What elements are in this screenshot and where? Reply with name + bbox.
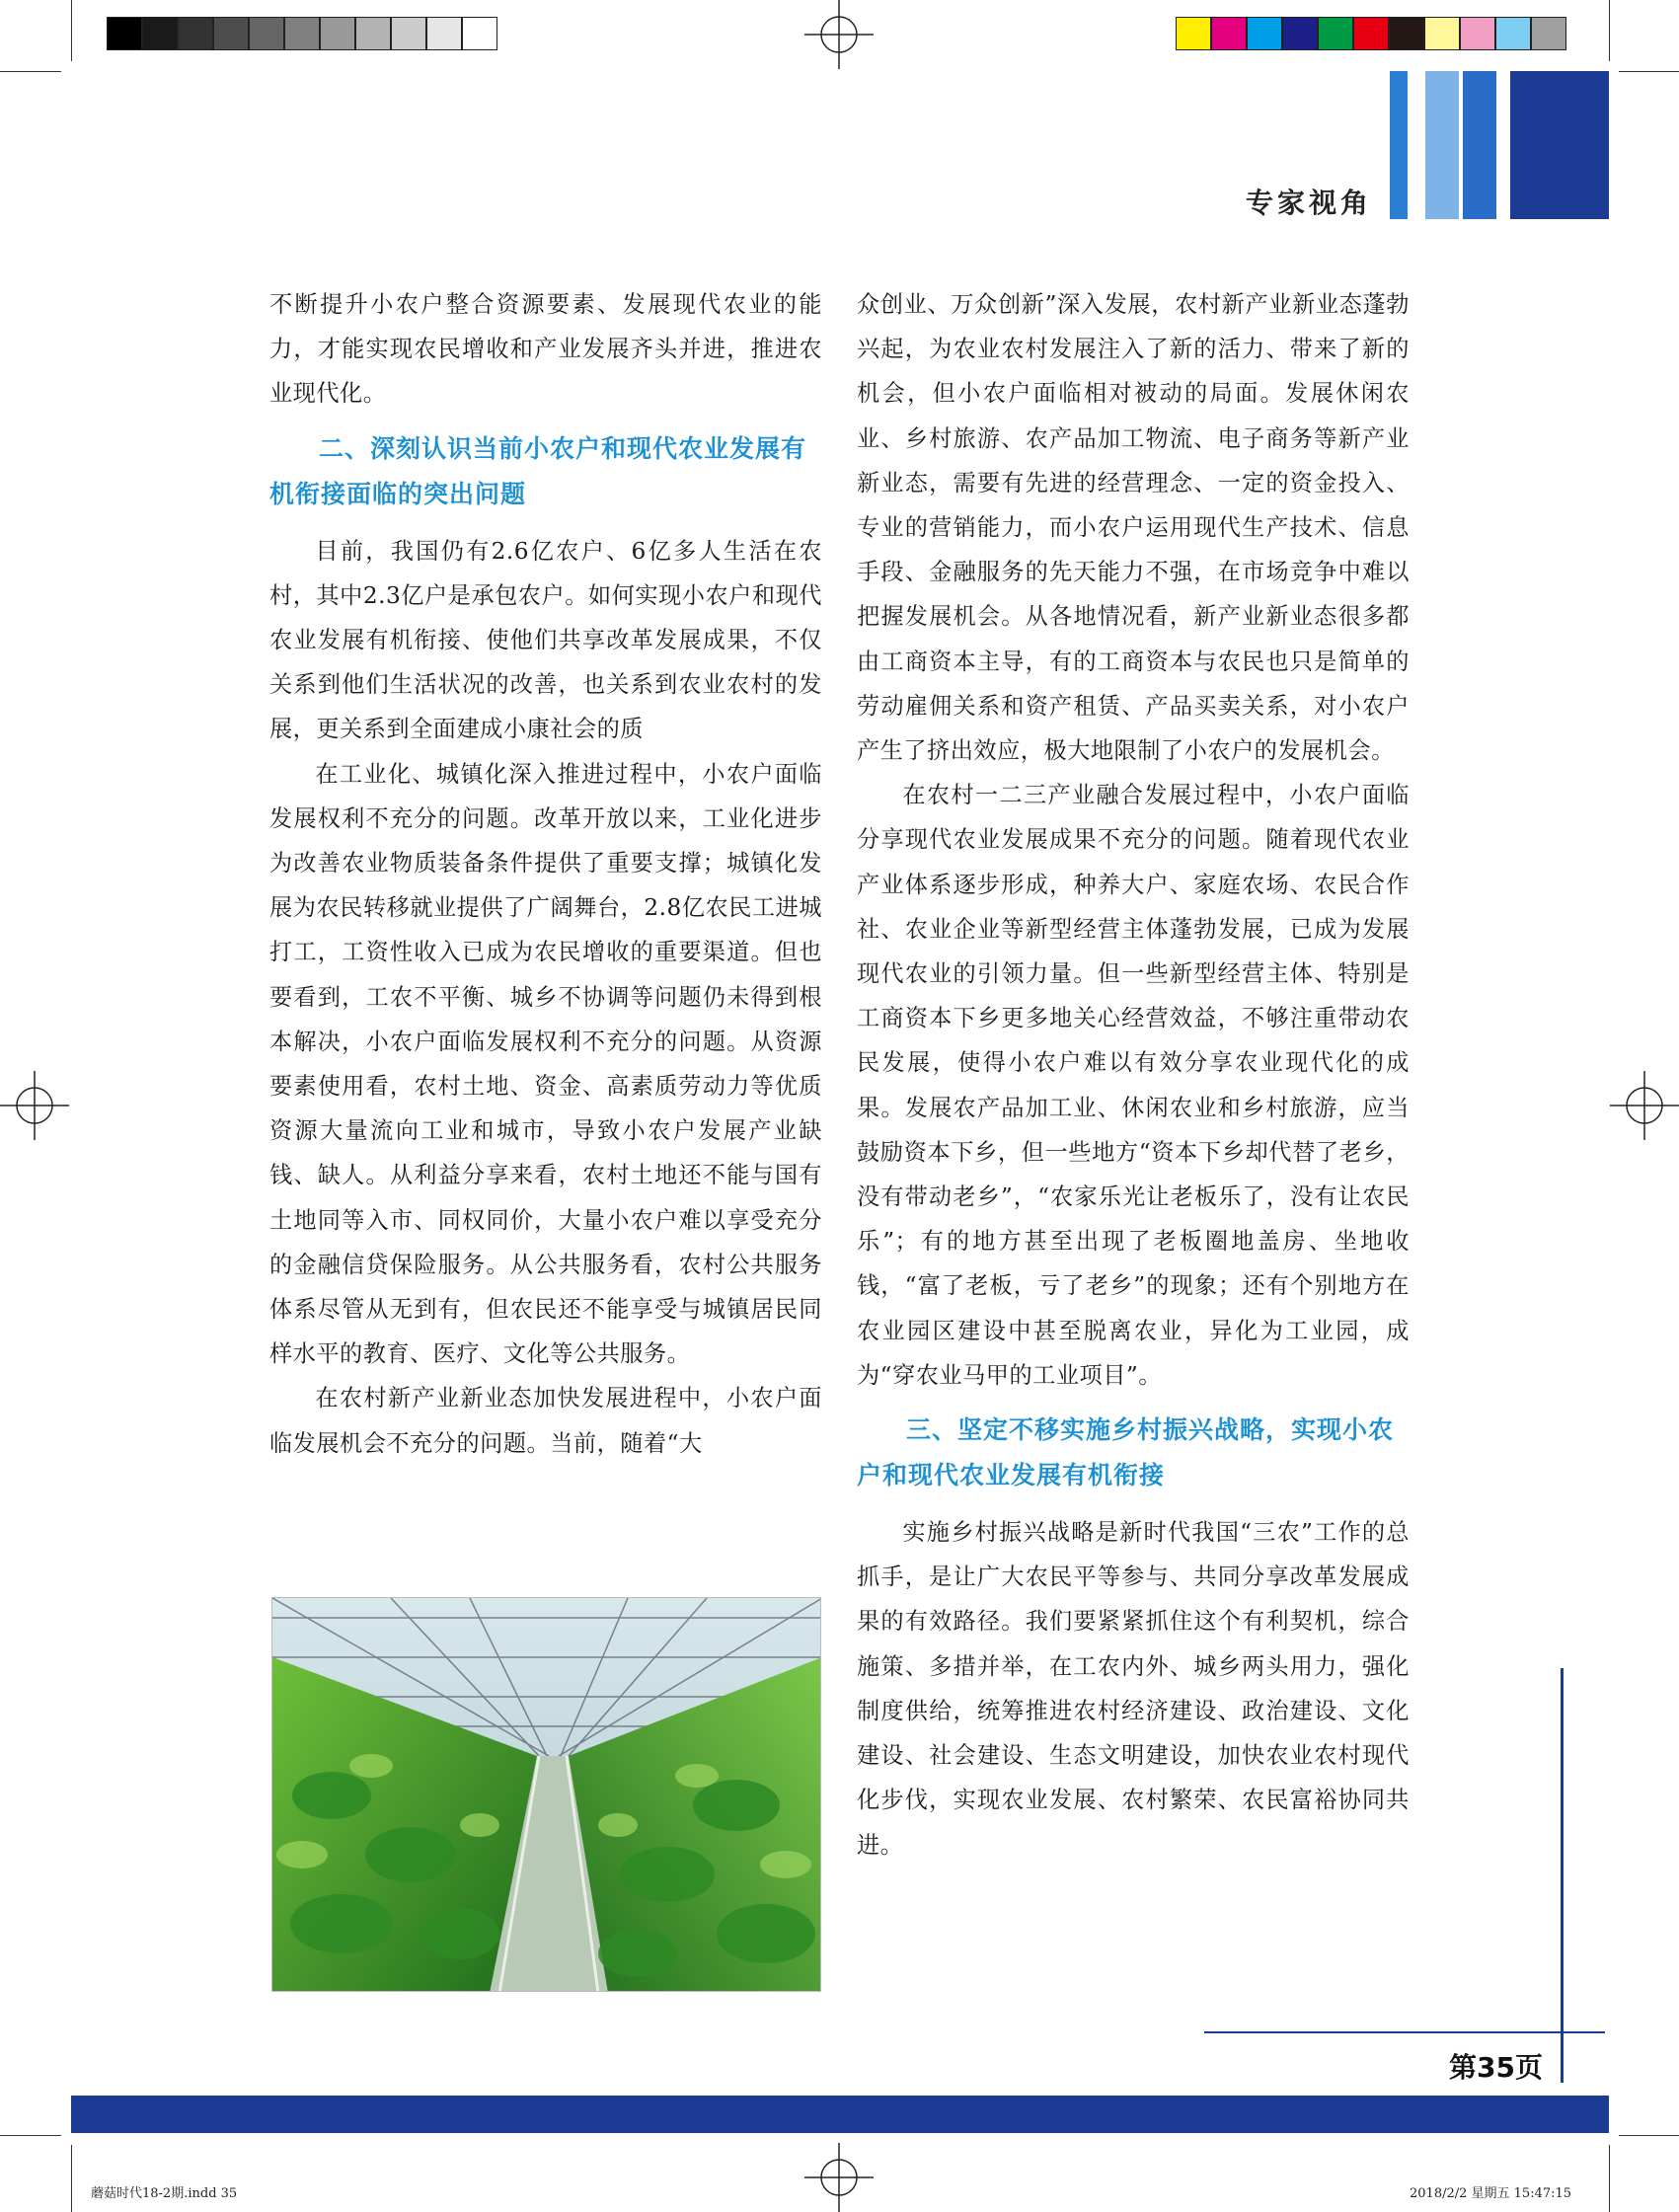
grayscale-swatch bbox=[107, 17, 142, 50]
body-paragraph: 实施乡村振兴战略是新时代我国“三农”工作的总抓手，是让广大农民平等参与、共同分享改革发展成果的有效路径。我们要紧紧抓住这个有利契机，综合施策、多措并举，在工农内外、城乡两头用力，强化制度供给，统筹推进农村经济建设、政治建设、文化建设、社会建设、生态文明建设，加快农业农村现代化步伐，实现农业发展、农村繁荣、农民富裕协同共进。 bbox=[857, 1519, 1410, 1859]
left-column bbox=[269, 282, 822, 1466]
grayscale-swatch bbox=[178, 17, 213, 50]
grayscale-swatch bbox=[320, 17, 355, 50]
color-swatch bbox=[1353, 17, 1389, 50]
registration-mark-left bbox=[0, 1071, 69, 1140]
page-number: 第35页 bbox=[1449, 2051, 1543, 2084]
greenhouse-photo bbox=[271, 1597, 821, 1992]
color-swatch bbox=[1318, 17, 1353, 50]
color-swatch bbox=[1424, 17, 1460, 50]
heading-section-3: 三、坚定不移实施乡村振兴战略，实现小农户和现代农业发展有机衔接 bbox=[857, 1415, 1395, 1490]
registration-mark-top bbox=[790, 0, 888, 69]
registration-mark-right bbox=[1610, 1071, 1679, 1140]
section-title: 专家视角 bbox=[1245, 187, 1372, 219]
body-paragraph: 在农村新产业新业态加快发展进程中，小农户面临发展机会不充分的问题。当前，随着“大 bbox=[269, 1385, 822, 1457]
color-swatch bbox=[1531, 17, 1566, 50]
right-column bbox=[857, 282, 1410, 1868]
color-swatch bbox=[1176, 17, 1211, 50]
grayscale-swatch bbox=[142, 17, 178, 50]
intro-paragraph: 不断提升小农户整合资源要素、发展现代农业的能力，才能实现农民增收和产业发展齐头并进，推进农业现代化。 bbox=[269, 291, 822, 408]
color-swatch bbox=[1460, 17, 1495, 50]
file-slug: 蘑菇时代18-2期.indd 35 bbox=[91, 2186, 238, 2201]
heading-section-2: 二、深刻认识当前小农户和现代农业发展有机衔接面临的突出问题 bbox=[269, 433, 807, 508]
grayscale-swatch bbox=[391, 17, 426, 50]
grayscale-swatch bbox=[249, 17, 284, 50]
body-paragraph: 目前，我国仍有2.6亿农户、6亿多人生活在农村，其中2.3亿户是承包农户。如何实现小农户和现代农业发展有机衔接、使他们共享改革发展成果，不仅关系到他们生活状况的改善，也关系到农业农村的发展，更关系到全面建成小康社会的质 bbox=[269, 537, 822, 743]
color-swatch bbox=[1211, 17, 1247, 50]
grayscale-swatch bbox=[284, 17, 320, 50]
print-timestamp: 2018/2/2 星期五 15:47:15 bbox=[1410, 2186, 1572, 2201]
body-paragraph: 众创业、万众创新”深入发展，农村新产业新业态蓬勃兴起，为农业农村发展注入了新的活力、带来了新的机会，但小农户面临相对被动的局面。发展休闲农业、乡村旅游、农产品加工物流、电子商务等新产业新业态，需要有先进的经营理念、一定的资金投入、专业的营销能力，而小农户运用现代生产技术、信息手段、金融服务的先天能力不强，在市场竞争中难以把握发展机会。从各地情况看，新产业新业态很多都由工商资本主导，有的工商资本与农民也只是简单的劳动雇佣关系和资产租赁、产品买卖关系，对小农户产生了挤出效应，极大地限制了小农户的发展机会。 bbox=[857, 291, 1410, 765]
color-swatch bbox=[1282, 17, 1318, 50]
grayscale-swatch bbox=[462, 17, 497, 50]
grayscale-swatch bbox=[213, 17, 249, 50]
color-swatch bbox=[1247, 17, 1282, 50]
registration-mark-bottom bbox=[790, 2143, 888, 2212]
body-paragraph: 在工业化、城镇化深入推进过程中，小农户面临发展权利不充分的问题。改革开放以来，工业化进步为改善农业物质装备条件提供了重要支撑；城镇化发展为农民转移就业提供了广阔舞台，2.8亿农民工进城打工，工资性收入已成为农民增收的重要渠道。但也要看到，工农不平衡、城乡不协调等问题仍未得到根本解决，小农户面临发展权利不充分的问题。从资源要素使用看，农村土地、资金、高素质劳动力等优质资源大量流向工业和城市，导致小农户发展产业缺钱、缺人。从利益分享来看，农村土地还不能与国有土地同等入市、同权同价，大量小农户难以享受充分的金融信贷保险服务。从公共服务看，农村公共服务体系尽管从无到有，但农民还不能享受与城镇居民同样水平的教育、医疗、文化等公共服务。 bbox=[269, 760, 822, 1368]
color-swatch bbox=[1495, 17, 1531, 50]
grayscale-swatch bbox=[426, 17, 462, 50]
body-paragraph: 在农村一二三产业融合发展过程中，小农户面临分享现代农业发展成果不充分的问题。随着现代农业产业体系逐步形成，种养大户、家庭农场、农民合作社、农业企业等新型经营主体蓬勃发展，已成为发展现代农业的引领力量。但一些新型经营主体、特别是工商资本下乡更多地关心经营效益，不够注重带动农民发展，使得小农户难以有效分享农业现代化的成果。发展农产品加工业、休闲农业和乡村旅游，应当鼓励资本下乡，但一些地方“资本下乡却代替了老乡，没有带动老乡”，“农家乐光让老板乐了，没有让农民乐”；有的地方甚至出现了老板圈地盖房、坐地收钱，“富了老板，亏了老乡”的现象；还有个别地方在农业园区建设中甚至脱离农业，异化为工业园，成为“穿农业马甲的工业项目”。 bbox=[857, 782, 1410, 1389]
bottom-color-band bbox=[71, 2096, 1609, 2133]
grayscale-swatch bbox=[355, 17, 391, 50]
color-swatch bbox=[1389, 17, 1424, 50]
